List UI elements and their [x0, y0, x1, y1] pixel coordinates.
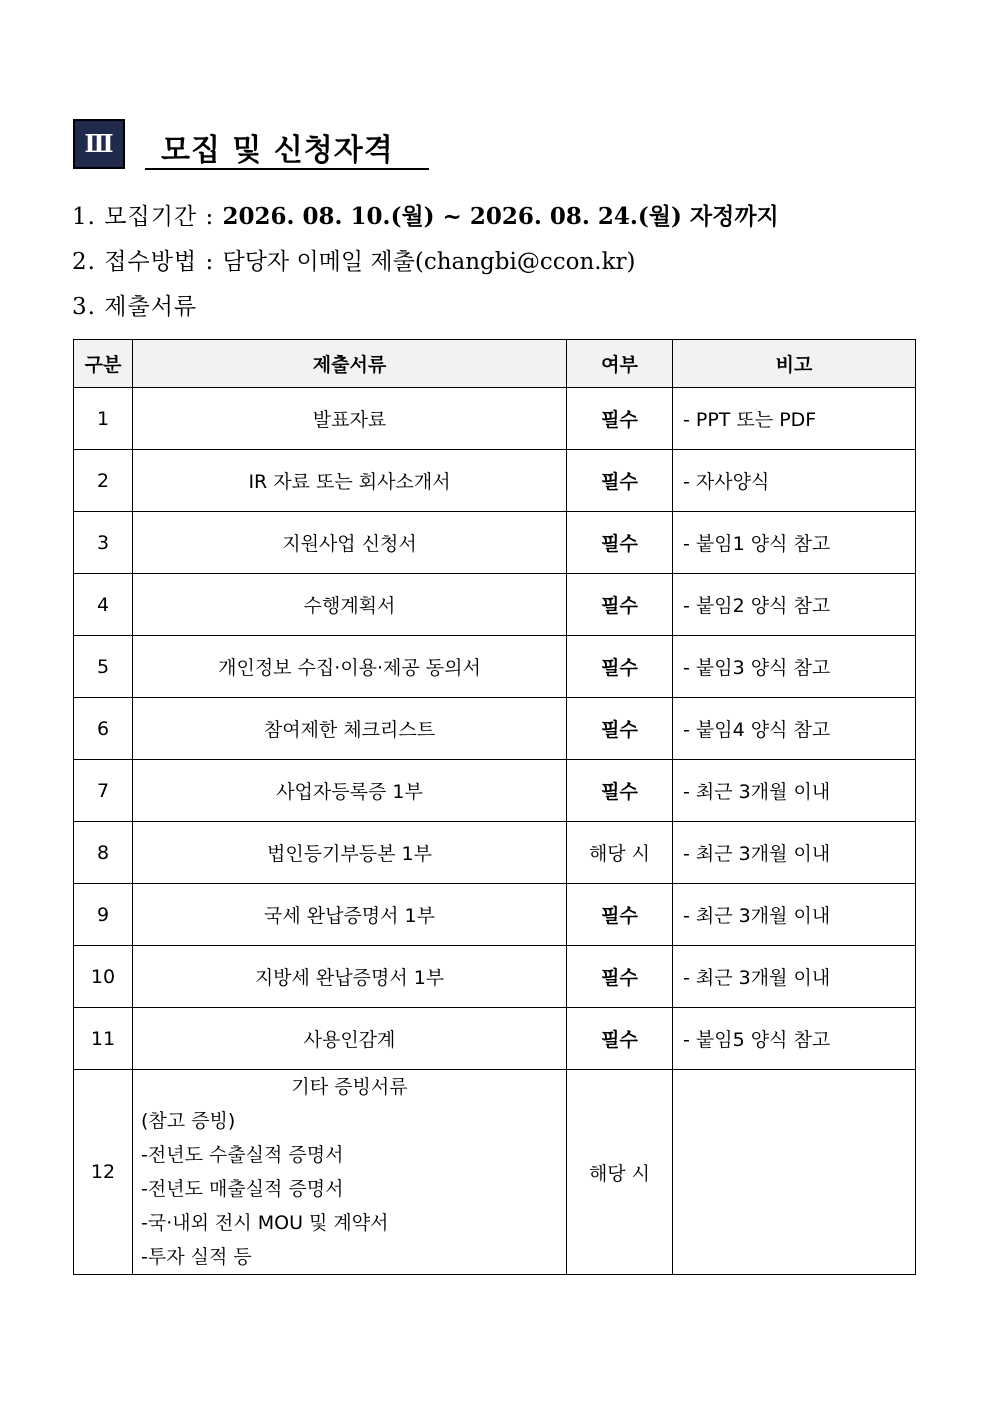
- row-note: [673, 1070, 916, 1275]
- etc-doc-line: -전년도 수출실적 증명서: [141, 1144, 344, 1166]
- row-document: 수행계획서: [133, 574, 567, 636]
- row-number: 11: [74, 1008, 133, 1070]
- table-row: [74, 574, 916, 636]
- table-row: [74, 512, 916, 574]
- row-note: - 붙임3 양식 참고: [673, 636, 916, 698]
- header-note: 비고: [673, 340, 916, 388]
- row-note: - 붙임5 양식 참고: [673, 1008, 916, 1070]
- row-number: 9: [74, 884, 133, 946]
- row-required: 필수: [567, 512, 673, 574]
- header-category: 구분: [74, 340, 133, 388]
- row-required: 필수: [567, 760, 673, 822]
- etc-doc-line: -투자 실적 등: [141, 1246, 252, 1268]
- row-document: IR 자료 또는 회사소개서: [133, 450, 567, 512]
- info-line-method: 2. 접수방법 : 담당자 이메일 제출(changbi@ccon.kr): [72, 249, 636, 275]
- row-required: 필수: [567, 636, 673, 698]
- etc-doc-line: -국·내외 전시 MOU 및 계약서: [141, 1212, 389, 1234]
- section-title: 모집 및 신청자격: [161, 133, 394, 168]
- table-row: [74, 1070, 916, 1275]
- section-number-badge: Ⅲ: [73, 119, 125, 169]
- row-document: 참여제한 체크리스트: [133, 698, 567, 760]
- row-document: 사용인감계: [133, 1008, 567, 1070]
- table-row: [74, 822, 916, 884]
- table-row: [74, 1008, 916, 1070]
- row-number: 7: [74, 760, 133, 822]
- row-number: 10: [74, 946, 133, 1008]
- row-document: 개인정보 수집·이용·제공 동의서: [133, 636, 567, 698]
- row-number: 2: [74, 450, 133, 512]
- header-required: 여부: [567, 340, 673, 388]
- row-document: 지원사업 신청서: [133, 512, 567, 574]
- row-number: 3: [74, 512, 133, 574]
- etc-doc-line: (참고 증빙): [141, 1110, 236, 1132]
- row-note: - 붙임4 양식 참고: [673, 698, 916, 760]
- row-required: 해당 시: [567, 1070, 673, 1275]
- table-row: [74, 884, 916, 946]
- row-number: 1: [74, 388, 133, 450]
- row-note: - 붙임2 양식 참고: [673, 574, 916, 636]
- row-number: 6: [74, 698, 133, 760]
- row-required: 필수: [567, 388, 673, 450]
- row-required: 해당 시: [567, 822, 673, 884]
- row-required: 필수: [567, 1008, 673, 1070]
- row-number: 8: [74, 822, 133, 884]
- row-required: 필수: [567, 574, 673, 636]
- row-document: 법인등기부등본 1부: [133, 822, 567, 884]
- header-document: 제출서류: [133, 340, 567, 388]
- row-document: [133, 1070, 567, 1275]
- row-number: 5: [74, 636, 133, 698]
- table-row: [74, 698, 916, 760]
- row-note: - 자사양식: [673, 450, 916, 512]
- row-required: 필수: [567, 450, 673, 512]
- row-required: 필수: [567, 698, 673, 760]
- row-number: 4: [74, 574, 133, 636]
- info-line-period: 1. 모집기간 : 2026. 08. 10.(월) ~ 2026. 08. 24.(월) 자정까지: [72, 203, 779, 230]
- row-note: - 최근 3개월 이내: [673, 946, 916, 1008]
- etc-doc-title: 기타 증빙서류: [291, 1076, 408, 1098]
- row-note: - 최근 3개월 이내: [673, 822, 916, 884]
- table-row: [74, 636, 916, 698]
- row-document: 발표자료: [133, 388, 567, 450]
- documents-table: [73, 339, 916, 1275]
- table-row: [74, 450, 916, 512]
- etc-doc-line: -전년도 매출실적 증명서: [141, 1178, 344, 1200]
- row-note: - 붙임1 양식 참고: [673, 512, 916, 574]
- table-row: [74, 760, 916, 822]
- row-required: 필수: [567, 946, 673, 1008]
- row-note: - PPT 또는 PDF: [673, 388, 916, 450]
- table-header-row: [74, 340, 916, 388]
- row-number: 12: [74, 1070, 133, 1275]
- info-line-documents: 3. 제출서류: [72, 294, 198, 320]
- row-document: 지방세 완납증명서 1부: [133, 946, 567, 1008]
- section-header: [73, 119, 429, 171]
- row-note: - 최근 3개월 이내: [673, 760, 916, 822]
- row-required: 필수: [567, 884, 673, 946]
- table-row: [74, 388, 916, 450]
- row-document: 국세 완납증명서 1부: [133, 884, 567, 946]
- table-row: [74, 946, 916, 1008]
- section-title-underline: [145, 168, 429, 170]
- row-note: - 최근 3개월 이내: [673, 884, 916, 946]
- row-document: 사업자등록증 1부: [133, 760, 567, 822]
